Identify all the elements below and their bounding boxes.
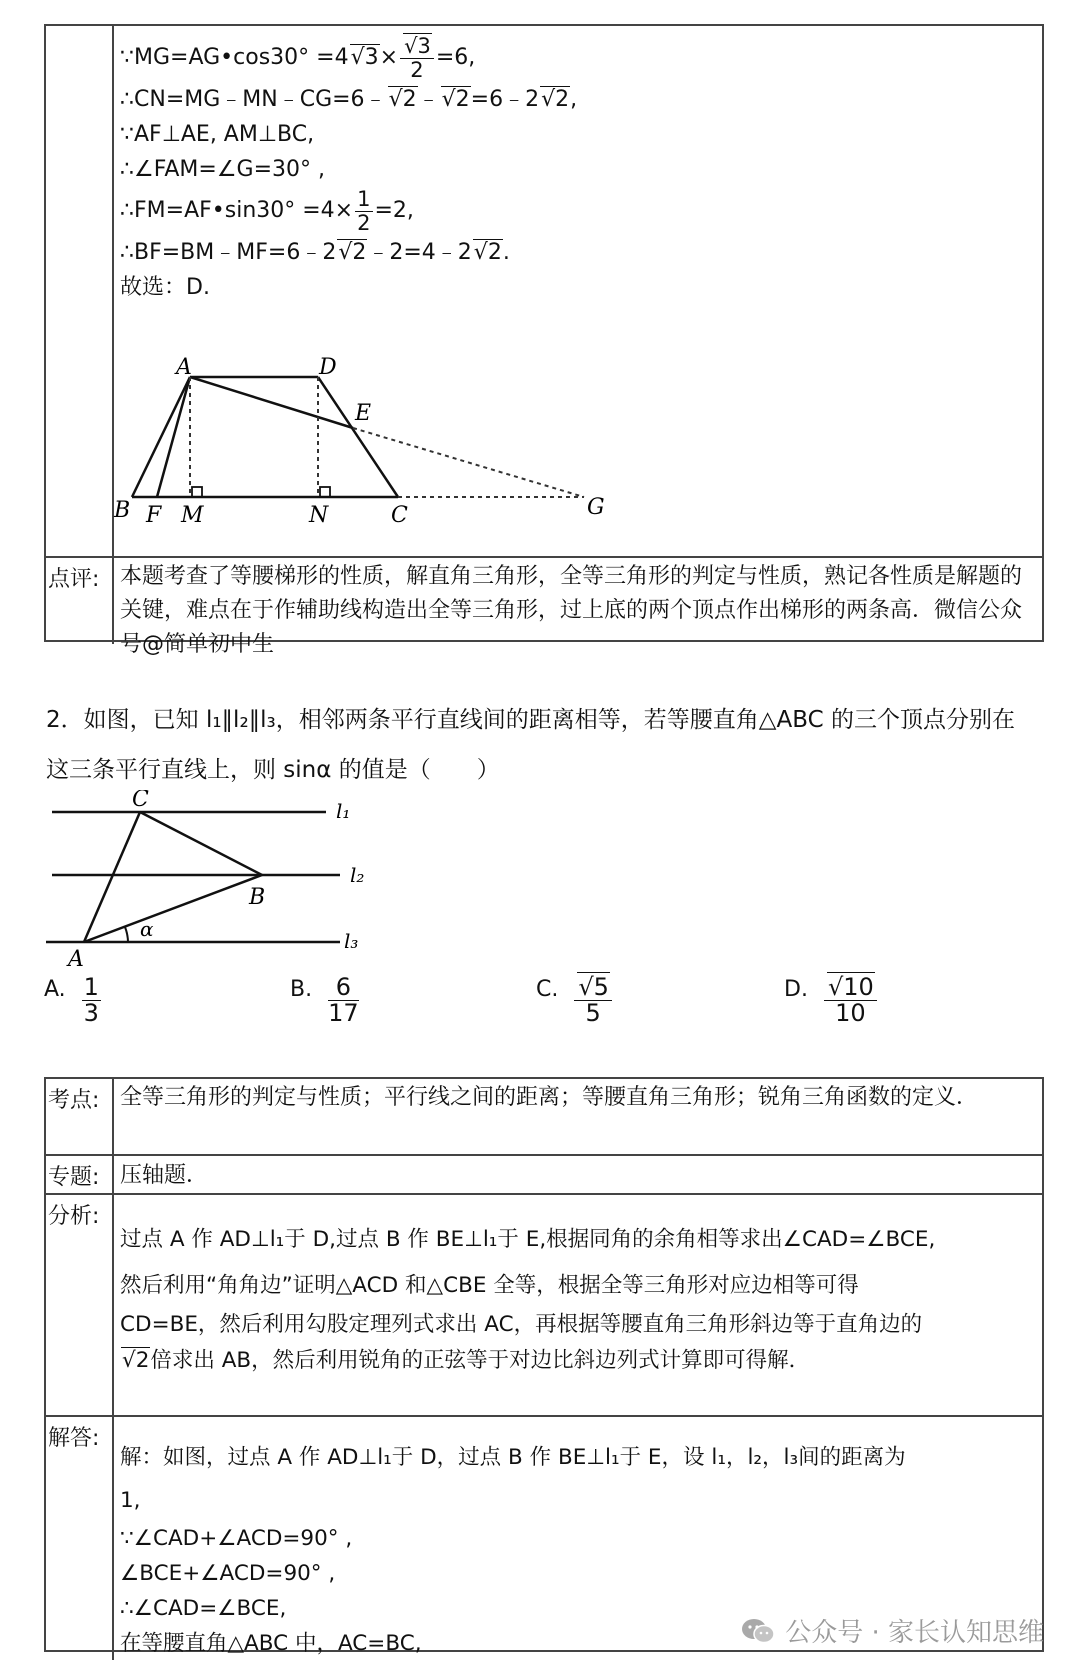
comment-row: [46, 556, 1042, 657]
fraction: [82, 975, 101, 1026]
label-b2: B: [249, 885, 266, 910]
fenxi-line-3: CD=BE，然后利用勾股定理列式求出 AC，再根据等腰直角三角形斜边等于直角边的: [120, 1312, 923, 1337]
label-l2: l₂: [350, 863, 365, 887]
jieda-line-5: ∴∠CAD=∠BCE,: [120, 1596, 287, 1621]
denominator: 17: [328, 999, 359, 1028]
fraction: $\frac{√3}{2}$: [400, 35, 434, 80]
label-n: N: [309, 503, 329, 528]
radicand: 2: [402, 87, 417, 112]
numerator: 6: [328, 975, 359, 1001]
wechat-icon: [741, 1617, 775, 1645]
sqrt: √2: [441, 87, 470, 112]
label-a2: A: [68, 947, 84, 970]
fenxi-label: 分析:: [46, 1195, 114, 1415]
fraction: $\frac{√10}{10}$: [824, 975, 877, 1026]
text: =2,: [374, 198, 414, 223]
kaodian-label: 考点:: [46, 1079, 114, 1154]
label-d: D: [319, 355, 337, 380]
side-cb: [140, 812, 262, 875]
fenxi-line-1: 过点 A 作 AD⊥l₁于 D,过点 B 作 BE⊥l₁于 E,根据同角的余角相等求出∠CAD=∠BCE,: [120, 1227, 936, 1252]
zhuanti-row: [46, 1154, 1042, 1193]
option-label: B.: [290, 977, 313, 1002]
text: =6,: [435, 45, 476, 70]
option-label: A.: [44, 977, 66, 1002]
label-a: A: [176, 355, 192, 380]
label-c2: C: [132, 790, 149, 812]
jieda-label: 解答:: [46, 1417, 114, 1660]
jieda-line-2: 1,: [120, 1488, 141, 1513]
label-alpha: α: [140, 917, 154, 941]
numerator: 1: [83, 973, 99, 1001]
solution-line-7: 故选：D.: [120, 275, 210, 300]
radicand: 3: [364, 45, 379, 70]
text: =6﹣2: [470, 87, 540, 112]
text: .: [502, 240, 510, 265]
label-g: G: [587, 495, 605, 520]
label-e: E: [355, 401, 372, 426]
comment-text: 本题考查了等腰梯形的性质，解直角三角形，全等三角形的判定与性质，熟记各性质是解题的关键，难点在于作辅助线构造出全等三角形，过上底的两个顶点作出梯形的两条高．微信公众号@简单初中生: [120, 564, 1023, 657]
denominator: 5: [585, 999, 601, 1028]
label-l1: l₁: [336, 799, 351, 823]
sqrt: √2: [541, 87, 570, 112]
fenxi-content: [114, 1195, 1042, 1415]
radicand: 2: [455, 87, 470, 112]
label-c: C: [391, 503, 408, 528]
option-label: D.: [784, 977, 808, 1002]
question-2: 2．如图，已知 l₁∥l₂∥l₃，相邻两条平行直线间的距离相等，若等腰直角△ABC 的三个顶点分别在这三条平行直线上，则 sinα 的值是（ ）: [46, 707, 1015, 783]
jieda-line-1: 解：如图，过点 A 作 AD⊥l₁于 D，过点 B 作 BE⊥l₁于 E，设 l₁，l₂，l₃间的距离为: [120, 1445, 906, 1470]
fenxi-line-4: [120, 1343, 1036, 1379]
radicand: 10: [843, 973, 874, 1001]
sqrt: √2: [122, 1348, 150, 1373]
text: ﹣: [417, 87, 440, 112]
side-ac: [84, 812, 140, 942]
text: ﹣2=4﹣2: [367, 240, 472, 265]
option-label: C.: [536, 977, 559, 1002]
solution-line-3: ∵AF⊥AE, AM⊥BC,: [120, 122, 315, 147]
radicand: 2: [135, 1348, 150, 1373]
denominator: 3: [83, 999, 99, 1028]
numerator: 1: [357, 187, 371, 212]
radicand: 2: [352, 240, 367, 265]
sqrt: √2: [338, 240, 367, 265]
watermark-text: 公众号 · 家长认知思维: [785, 1618, 1044, 1648]
fenxi-line-2: 然后利用“角角边”证明△ACD 和△CBE 全等，根据全等三角形对应边相等可得: [120, 1273, 859, 1298]
fraction: $\frac{√5}{5}$: [574, 975, 612, 1026]
denominator: 2: [410, 57, 424, 82]
answer-options: [44, 975, 1044, 1045]
radicand: 2: [555, 87, 570, 112]
fraction: [328, 975, 359, 1026]
option-a[interactable]: [44, 975, 103, 1026]
sqrt: √2: [473, 240, 502, 265]
sqrt: √3: [350, 45, 379, 70]
radicand: 5: [593, 973, 609, 1001]
watermark: [741, 1612, 1044, 1649]
label-f: F: [146, 503, 162, 528]
text: ∴CN=MG﹣MN﹣CG=6﹣: [120, 87, 387, 112]
comment-label: 点评:: [46, 558, 114, 644]
zhuanti-label: 专题:: [46, 1156, 114, 1193]
text: ×: [379, 45, 399, 70]
right-angle-mark-m: [192, 487, 202, 497]
side-ab: [84, 875, 262, 942]
parallel-lines-figure: [0, 790, 420, 970]
denominator: 2: [357, 210, 371, 235]
sqrt: √2: [388, 87, 417, 112]
fenxi-row: [46, 1193, 1042, 1415]
analysis-box: [44, 1077, 1044, 1656]
text: ∴FM=AF•sin30° =4×: [120, 198, 354, 223]
denominator: 10: [835, 999, 866, 1028]
text: ,: [570, 87, 578, 112]
text: ∴BF=BM﹣MF=6﹣2: [120, 240, 337, 265]
label-l3: l₃: [344, 929, 359, 953]
alpha-arc: [125, 927, 128, 942]
text: 倍求出 AB，然后利用锐角的正弦等于对边比斜边列式计算即可得解．: [150, 1348, 811, 1373]
kaodian-row: [46, 1079, 1042, 1154]
solution-line-4: ∴∠FAM=∠G=30° ,: [120, 157, 326, 182]
jieda-line-3: ∵∠CAD+∠ACD=90° ,: [120, 1526, 353, 1551]
line-ae: [190, 377, 353, 428]
option-d[interactable]: [784, 975, 879, 1026]
kaodian-text: 全等三角形的判定与性质；平行线之间的距离；等腰直角三角形；锐角三角函数的定义．: [120, 1085, 979, 1110]
radicand: 3: [417, 34, 431, 59]
radicand: 2: [487, 240, 502, 265]
label-b: B: [114, 498, 131, 523]
zhuanti-text: 压轴题．: [120, 1163, 209, 1188]
line-eg-dashed: [353, 428, 584, 497]
jieda-line-6: 在等腰直角△ABC 中，AC=BC,: [120, 1631, 422, 1656]
option-b[interactable]: [290, 975, 361, 1026]
option-c[interactable]: [536, 975, 614, 1026]
text: ∵MG=AG•cos30° =4: [120, 45, 349, 70]
trapezoid-figure: [0, 0, 1080, 540]
jieda-line-4: ∠BCE+∠ACD=90° ,: [120, 1561, 336, 1586]
right-angle-mark-n: [320, 487, 330, 497]
label-m: M: [181, 503, 204, 528]
